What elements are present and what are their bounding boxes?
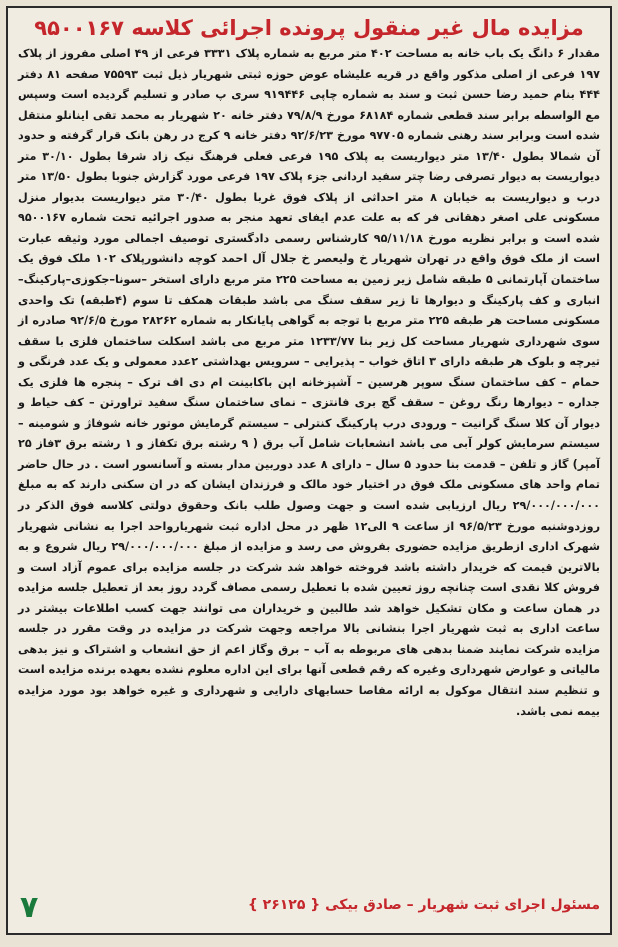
notice-footer	[8, 887, 610, 933]
notice-title: مزایده مال غیر منقول پرونده اجرائی کلاسه ۹۵۰۰۱۶۷	[34, 16, 584, 40]
notice-page	[6, 6, 612, 935]
notice-body: مقدار ۶ دانگ یک باب خانه به مساحت ۴۰۲ متر مربع به شماره پلاک ۳۳۳۱ فرعی از ۴۹ اصلی مفروز از پلاک ۱۹۷ فرعی از اصلی مذکور واقع در قریه علیشاه عوض حوزه ثبتی شهریار ذیل ثبت ۷۵۵۹۳ صفحه ۸۱ دفتر ۴۴۴ بنام حمید رضا حسن ثبت و سند به شماره چاپی ۹۱۹۴۴۶ سری پ صادر و تسلیم گردیده است وسپس مع الواسطه برابر سند قطعی شماره ۶۸۱۸۴ مورخ ۷۹/۸/۹ دفتر خانه ۲۰ شهریار به محمد تقی اینانلو منتقل شده است وبرابر سند رهنی شماره ۹۷۷۰۵ مورخ ۹۲/۶/۲۳ دفتر خانه ۹ کرج در رهن بانک قرار گرفته و حدود آن شمالا بطول ۱۳/۴۰ متر دیواریست به پلاک ۱۹۵ فرعی فعلی فرهنگ نیک زاد شرقا بطول ۳۰/۱۰ متر دیواریست به دیوار تصرفی رضا چتر سفید اردانی جزء پلاک ۱۹۷ فرعی مورد گزارش جنوبا بطول ۱۳/۵۰ متر درب و دیواریست به خیابان ۸ متر احداثی از پلاک فوق غربا بطول ۳۰/۴۰ متر دیواریست بدیوار منزل مسکونی علی اصغر دهقانی فر که به علت عدم ایفای تعهد منجر به صدور اجرائیه تحت شماره ۹۵۰۰۱۶۷ شده است و برابر نظریه مورخ ۹۵/۱۱/۱۸ کارشناس رسمی دادگستری توصیف اجمالی مورد وثیقه عبارت است از ملک فوق واقع در تهران شهریار خ ولیعصر خ جلال آل احمد کوچه دانشورپلاک ۱۰۲ ملک فوق یک ساختمان آپارتمانی ۵ طبقه شامل زیر زمین به مساحت ۲۲۵ متر مربع دارای استخر –سونا–جکوزی–پارکینگ–انباری و کف پارکینگ و دیوارها تا زیر سقف سنگ می باشد طبقات همکف تا سوم (۴طبقه) تک واحدی مسکونی مساحت هر طبقه ۲۲۵ متر مربع با توجه به گواهی پایانکار به شماره ۲۸۲۶۲ مورخ ۹۲/۶/۵ صادره از سوی شهرداری شهریار مساحت کل زیر بنا ۱۲۳۳/۷۷ متر مربع می باشد اسکلت ساختمان فلزی با سقف تیرچه و بلوک هر طبقه دارای ۳ اتاق خواب – پذیرایی – سرویس بهداشتی ۲عدد معمولی و یک عدد فرنگی و حمام – کف ساختمان سنگ سوپر هرسین – آشپزخانه اپن باکابینت ام دی اف ترک – پنجره ها فلزی یک جداره – دیوارها رنگ روغن – سقف گچ بری فانتزی – نمای ساختمان سنگ سفید تراورتن – کف حیاط و دیوار آن کلا سنگ گرانیت – ورودی درب پارکینگ کنترلی – سیستم گرمایش موتور خانه شوفاژ و شومینه – سیستم سرمایش کولر آبی می باشد انشعابات شامل آب برق ( ۹ رشته برق تکفاز و ۱ رشته برق ۳فاز ۲۵ آمپر) گاز و تلفن – قدمت بنا حدود ۵ سال – دارای ۸ عدد دوربین مدار بسته و آسانسور است . در حال حاضر تمام واحد های مسکونی ملک فوق در اختیار خود مالک و فرزندان ایشان که در ان سکنی دارند که به مبلغ ۲۹/۰۰۰/۰۰۰/۰۰۰ ریال ارزیابی شده است و جهت وصول طلب بانک وحقوق دولتی کلاسه فوق الذکر در روزدوشنبه مورخ ۹۶/۵/۲۳ از ساعت ۹ الی۱۲ ظهر در محل اداره ثبت شهریارواحد اجرا به نشانی شهریار شهرک اداری ازطریق مزایده حضوری بفروش می رسد و مزایده از مبلغ ۲۹/۰۰۰/۰۰۰/۰۰۰ ریال شروع و به بالاترین قیمت که خریدار داشته باشد فروخته خواهد شد شرکت در جلسه مزایده برای عموم آزاد است و فروش کلا نقدی است چنانچه روز تعیین شده با تعطیل رسمی مصاف گردد روز بعد از تعطیل جلسه مزایده در همان ساعت و مکان تشکیل خواهد شد طالبین و خریداران می توانند جهت کسب اطلاعات بیشتر در ساعت اداری به ثبت شهریار اجرا بنشانی بالا مراجعه وجهت شرکت در مزایده در وقت مقرر در جلسه مزایده شرکت نمایند ضمنا بدهی های مربوطه به آب – برق وگاز اعم از حق انشعاب و اشتراک و نیز بدهی مالیاتی و عوارض شهرداری وغیره که رقم قطعی آنها برای این اداره معلوم نشده بعهده برنده مزایده است و تنظیم سند انتقال موکول به ارائه مفاصا حسابهای دارایی و شهرداری و غیره خواهد بود مورد مزایده بیمه نمی باشد.	[18, 47, 601, 718]
corner-number: ۷	[20, 890, 39, 925]
notice-signature: مسئول اجرای ثبت شهریار – صادق بیکی { ۲۶۱۲۵ }	[247, 897, 600, 913]
